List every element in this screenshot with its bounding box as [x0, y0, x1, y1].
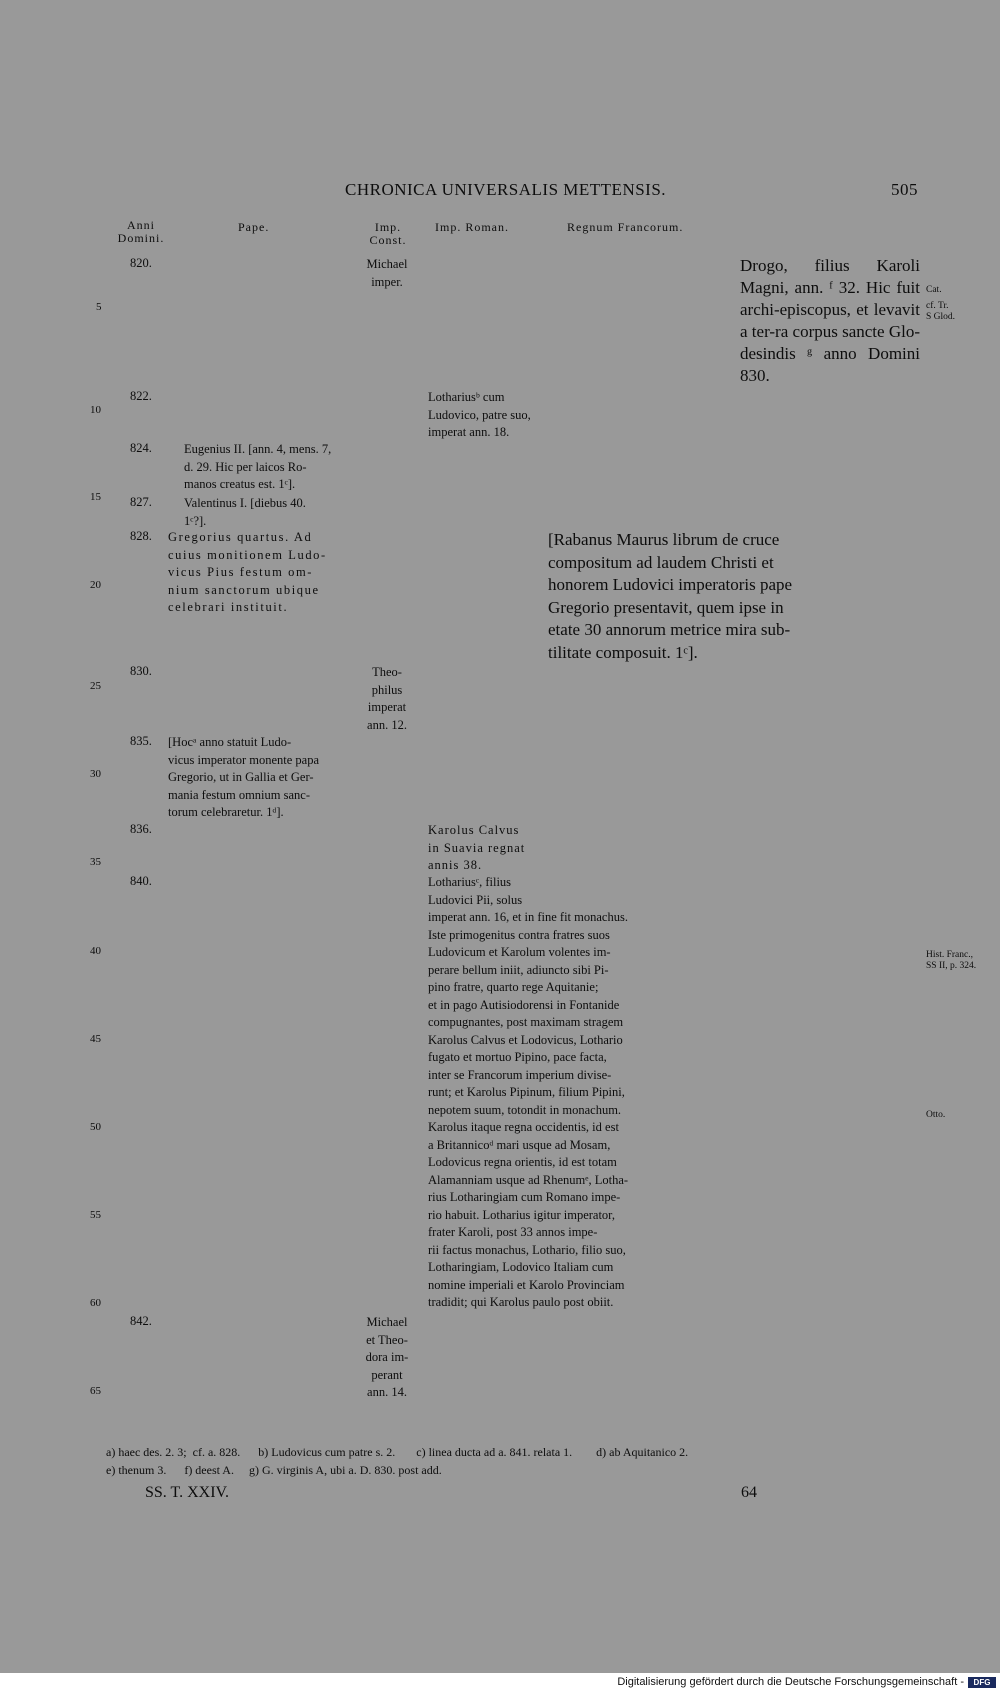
year-label: 822.: [130, 389, 152, 403]
year-label: 842.: [130, 1314, 152, 1328]
margin-note-otto: Otto.: [926, 1110, 946, 1120]
margin-note-hist-franc: Hist. Franc., SS II, p. 324.: [926, 950, 977, 971]
entry-gregorius: Gregorius quartus. Ad cuius monitionem Ludo- vicus Pius festum om- nium sanctorum ubique celebrari instituit.: [168, 530, 327, 614]
year-label: 830.: [130, 664, 152, 678]
entry-lotharius-cum-ludovico: Lothariusᵇ cum Ludovico, patre suo, imperat ann. 18.: [428, 390, 531, 439]
line-number: 20: [90, 579, 101, 591]
series-signature: SS. T. XXIV.: [145, 1484, 230, 1501]
entry-hoc-anno: [Hocᵃ anno statuit Ludo- vicus imperator monente papa Gregorio, ut in Gallia et Ger- mania festum omnium sanc- torum celebraretur. 1ᵈ].: [168, 735, 319, 819]
page-title: CHRONICA UNIVERSALIS METTENSIS.: [345, 180, 667, 199]
footer-text: Digitalisierung gefördert durch die Deutsche Forschungsgemeinschaft -: [617, 1676, 964, 1688]
year-label: 840.: [130, 874, 152, 888]
entry-lotharius-main: Lothariusᶜ, filius Ludovici Pii, solus imperat ann. 16, et in fine fit monachus. Iste primogenitus contra fratres suos Ludovicum et Karolum volentes im- perare bellum iniit, adiuncto sibi Pi- pino fratre, quarto rege Aquitanie; et in pago Autisiodorensi in Fontanide compugnantes, post maximam stragem Karolus Calvus et Lodovicus, Lothario fugato et mortuo Pipino, pace facta, inter se Francorum imperium divise- runt; et Karolus Pipinum, filium Pipini, nepotem suum, totondit in monachum. Karolus itaque regna occidentis, id est a Britannicoᵈ mari usque ad Mosam, Lodovicus regna orientis, id est totam Alamanniam usque ad Rhenumᵉ, Lotha- rius Lotharingiam cum Romano impe- rio habuit. Lotharius igitur imperator, frater Karoli, post 33 annos impe- rii factus monachus, Lothario, filio suo, Lotharingiam, Lodovico Italiam cum nomine imperiali et Karolo Provinciam tradidit; qui Karolus paulo post obiit.: [428, 875, 629, 1309]
entry-karolus-calvus: Karolus Calvus in Suavia regnat annis 38.: [428, 823, 526, 872]
entry-rabanus: [Rabanus Maurus librum de cruce compositum ad laudem Christi et honorem Ludovici imperatoris pape Gregorio presentavit, quem ipse in etate 30 annorum metrice mira sub- tilitate composuit. 1ᶜ].: [548, 530, 793, 662]
dfg-logo: DFG: [968, 1677, 996, 1688]
line-number: 60: [90, 1297, 101, 1309]
entry-drogo: Drogo, filius Karoli Magni, ann. ᶠ 32. Hic fuit archi-episcopus, et levavit a ter-ra corpus sancte Glo-desindis ᵍ anno Domini 830.: [740, 256, 920, 385]
column-heading-imp-const: Imp. Const.: [369, 220, 407, 247]
entry-valentinus: Valentinus I. [diebus 40. 1ᶜ?].: [184, 496, 306, 528]
line-number: 35: [90, 856, 101, 868]
line-number: 25: [90, 680, 101, 692]
line-number: 40: [90, 945, 101, 957]
year-label: 828.: [130, 529, 152, 543]
entry-michael-theodora: Michael et Theo- dora im- perant ann. 14.: [365, 1315, 409, 1399]
line-number: 65: [90, 1385, 101, 1397]
footnote-line: e) thenum 3. f) deest A. g) G. virginis A, ubi a. D. 830. post add.: [106, 1463, 442, 1477]
line-number: 10: [90, 404, 101, 416]
line-number: 15: [90, 491, 101, 503]
entry-theophilus: Theo- philus imperat ann. 12.: [367, 665, 407, 732]
margin-note-cat: Cat.: [926, 285, 942, 295]
year-label: 835.: [130, 734, 152, 748]
line-number: 5: [96, 301, 102, 313]
column-heading-pape: Pape.: [238, 220, 270, 234]
column-heading-regnum: Regnum Francorum.: [567, 220, 684, 234]
sheet-number: 64: [741, 1484, 757, 1501]
footnote-line: a) haec des. 2. 3; cf. a. 828. b) Ludovicus cum patre s. 2. c) linea ducta ad a. 841. relata 1. d) ab Aquitanico 2.: [106, 1445, 689, 1459]
year-label: 836.: [130, 822, 152, 836]
year-label: 820.: [130, 256, 152, 270]
line-number: 50: [90, 1121, 101, 1133]
year-label: 827.: [130, 495, 152, 509]
entry-eugenius: Eugenius II. [ann. 4, mens. 7, d. 29. Hic per laicos Ro- manos creatus est. 1ᶜ].: [184, 442, 332, 491]
line-number: 55: [90, 1209, 101, 1221]
line-number: 30: [90, 768, 101, 780]
line-number: 45: [90, 1033, 101, 1045]
page-number: 505: [891, 180, 918, 199]
digitization-footer: [0, 1673, 1000, 1692]
margin-note-cf-tr: cf. Tr. S Glod.: [926, 301, 956, 322]
column-heading-anni: Anni Domini.: [117, 218, 165, 245]
entry-michael: Michael imper.: [366, 257, 408, 289]
column-heading-imp-roman: Imp. Roman.: [435, 220, 509, 234]
year-label: 824.: [130, 441, 152, 455]
